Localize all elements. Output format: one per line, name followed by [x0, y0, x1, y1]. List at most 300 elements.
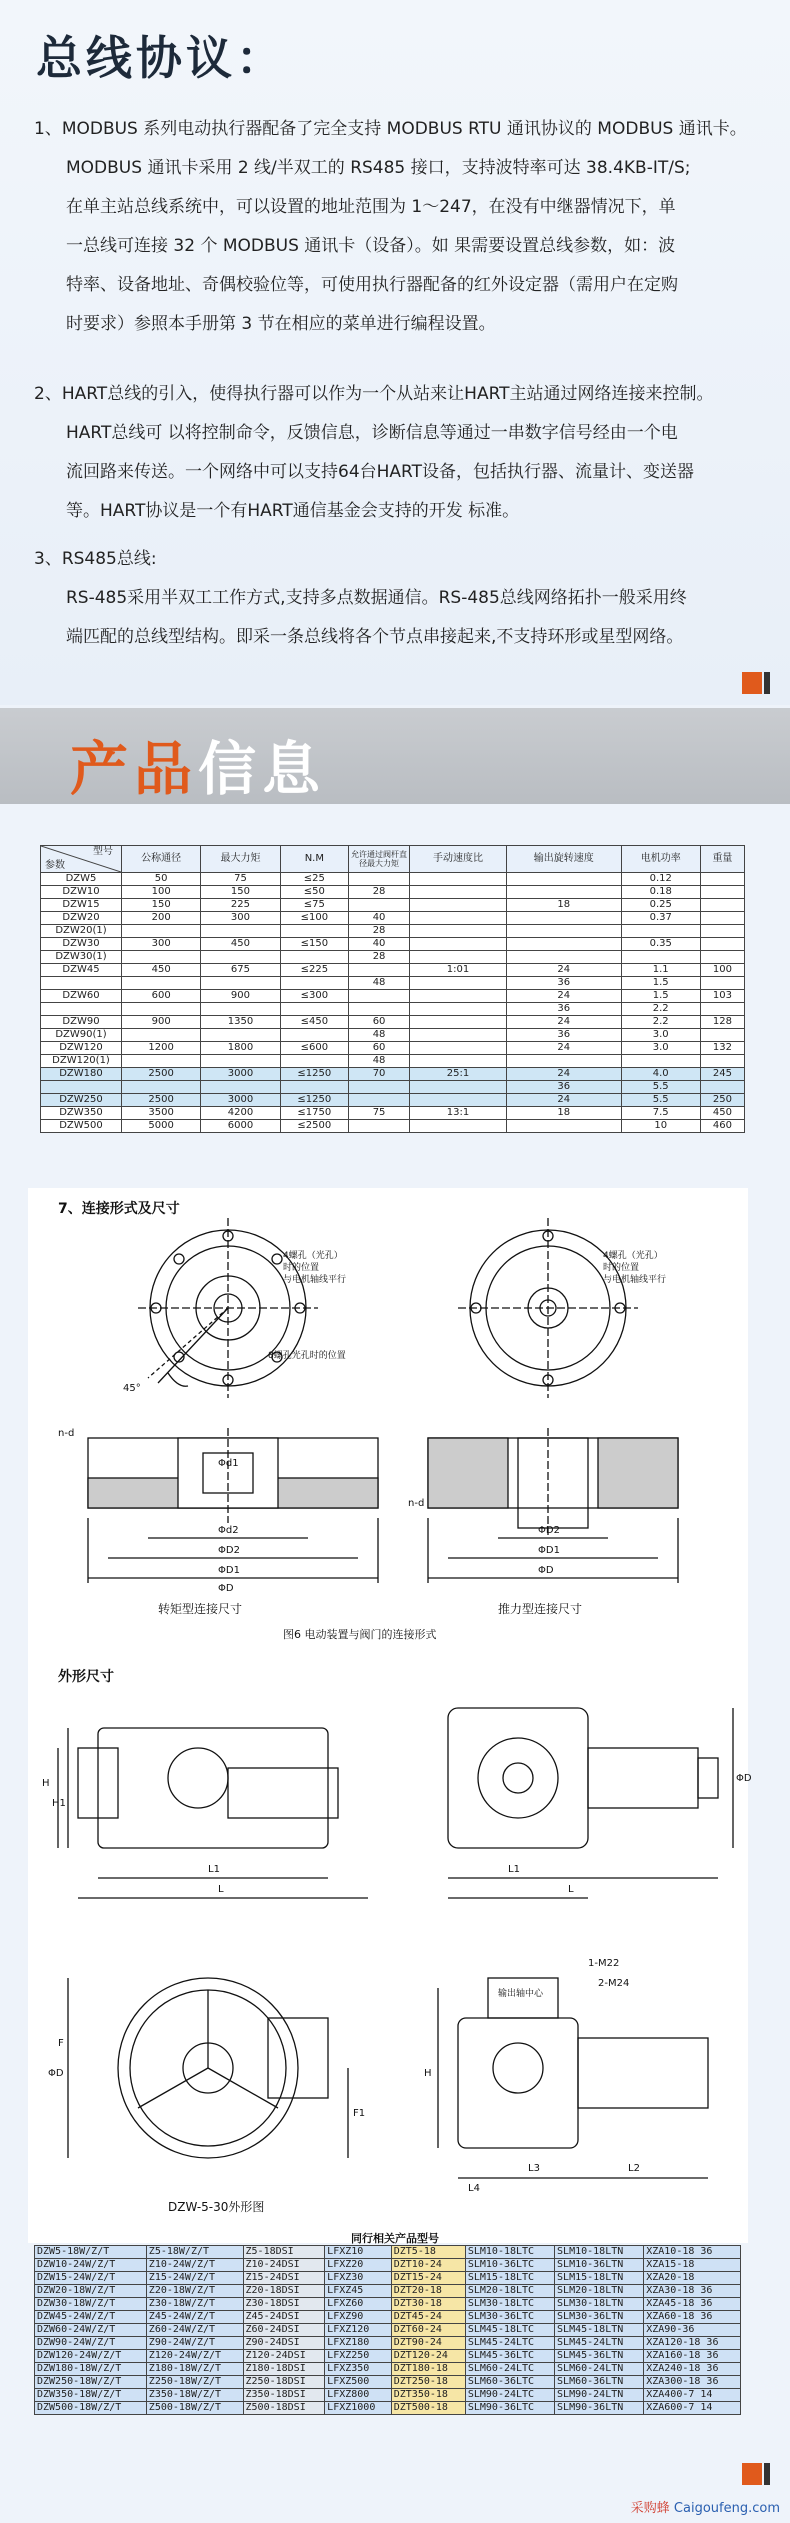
spec-cell: DZW90(1) [41, 1029, 122, 1042]
related-cell: SLM90-24LTC [465, 2389, 554, 2402]
related-cell: LFXZ10 [325, 2246, 392, 2259]
related-cell: Z90-24W/Z/T [146, 2337, 243, 2350]
spec-cell [280, 1055, 348, 1068]
spec-cell: 2500 [122, 1094, 201, 1107]
spec-cell: 2.2 [621, 1016, 700, 1029]
related-cell: SLM20-18LTC [465, 2285, 554, 2298]
spec-cell: 200 [122, 912, 201, 925]
related-cell: DZT350-18 [391, 2389, 465, 2402]
spec-cell: 28 [349, 886, 410, 899]
spec-cell: ≤150 [280, 938, 348, 951]
spec-cell: 245 [700, 1068, 744, 1081]
related-cell: Z60-24DSI [243, 2324, 325, 2337]
related-cell: DZT5-18 [391, 2246, 465, 2259]
outline-title: 外形尺寸 [58, 1669, 114, 1685]
spec-cell [201, 925, 280, 938]
drawing-section-title: 7、连接形式及尺寸 [58, 1201, 180, 1217]
spec-cell: 150 [122, 899, 201, 912]
product-info-banner [0, 708, 790, 804]
spec-cell: 40 [349, 938, 410, 951]
related-cell: DZW180-18W/Z/T [35, 2363, 147, 2376]
spec-cell: ≤2500 [280, 1120, 348, 1133]
spec-cell [122, 1055, 201, 1068]
header-cell: 手动速度比 [410, 846, 507, 873]
spec-cell: 450 [201, 938, 280, 951]
spec-cell: 13:1 [410, 1107, 507, 1120]
related-cell: SLM45-36LTN [555, 2350, 644, 2363]
spec-cell [700, 1081, 744, 1094]
spec-cell: 300 [122, 938, 201, 951]
spec-cell: 450 [700, 1107, 744, 1120]
spec-cell: 18 [507, 1107, 622, 1120]
spec-cell [280, 1003, 348, 1016]
spec-cell: 150 [201, 886, 280, 899]
spec-row [41, 1055, 745, 1068]
spec-row [41, 1003, 745, 1016]
spec-cell: 675 [201, 964, 280, 977]
spec-cell [507, 1055, 622, 1068]
related-cell: LFXZ500 [325, 2376, 392, 2389]
spec-cell [349, 1120, 410, 1133]
related-cell: XZA160-18 36 [644, 2350, 741, 2363]
spec-cell [700, 951, 744, 964]
spec-cell [349, 964, 410, 977]
related-cell: Z15-24DSI [243, 2272, 325, 2285]
related-cell: Z350-18DSI [243, 2389, 325, 2402]
spec-cell [507, 886, 622, 899]
spec-cell [201, 1055, 280, 1068]
related-cell: SLM45-24LTC [465, 2337, 554, 2350]
spec-cell [280, 925, 348, 938]
related-cell: DZT90-24 [391, 2337, 465, 2350]
related-cell: Z60-24W/Z/T [146, 2324, 243, 2337]
spec-cell [410, 951, 507, 964]
spec-cell: 900 [201, 990, 280, 1003]
related-cell: SLM10-36LTC [465, 2259, 554, 2272]
spec-cell [201, 977, 280, 990]
related-cell: DZW15-24W/Z/T [35, 2272, 147, 2285]
drawing-svg [28, 1188, 748, 2243]
related-cell: DZW120-24W/Z/T [35, 2350, 147, 2363]
related-cell: DZT10-24 [391, 2259, 465, 2272]
figure-caption: 图6 电动装置与阀门的连接形式 [283, 1628, 437, 1641]
related-cell: Z15-24W/Z/T [146, 2272, 243, 2285]
spec-cell: DZW60 [41, 990, 122, 1003]
protocol-item-line: HART总线可 以将控制命令，反馈信息，诊断信息等通过一串数字信号经由一个电 [66, 423, 678, 443]
spec-cell [410, 938, 507, 951]
protocol-item-head: 3、RS485总线: [34, 549, 157, 569]
spec-cell: 48 [349, 1055, 410, 1068]
spec-cell: 900 [122, 1016, 201, 1029]
spec-cell [410, 1081, 507, 1094]
spec-cell [280, 977, 348, 990]
spec-cell: 18 [507, 899, 622, 912]
spec-cell [410, 1055, 507, 1068]
spec-cell: DZW250 [41, 1094, 122, 1107]
spec-cell: 1.5 [621, 990, 700, 1003]
spec-row [41, 912, 745, 925]
protocol-item-line: 时要求）参照本手册第 3 节在相应的菜单进行编程设置。 [66, 314, 496, 334]
related-cell: SLM60-36LTC [465, 2376, 554, 2389]
spec-row [41, 873, 745, 886]
banner-title-part1: 产品 [70, 735, 199, 803]
related-row [35, 2402, 741, 2415]
spec-cell [122, 925, 201, 938]
spec-cell: 600 [122, 990, 201, 1003]
spec-cell: DZW45 [41, 964, 122, 977]
related-cell: LFXZ30 [325, 2272, 392, 2285]
spec-cell [507, 951, 622, 964]
spec-cell [41, 977, 122, 990]
spec-cell: 24 [507, 964, 622, 977]
spec-row [41, 1081, 745, 1094]
spec-cell: ≤1250 [280, 1068, 348, 1081]
spec-row [41, 925, 745, 938]
related-row [35, 2259, 741, 2272]
spec-cell: 1350 [201, 1016, 280, 1029]
related-row [35, 2324, 741, 2337]
related-cell: XZA60-18 36 [644, 2311, 741, 2324]
spec-cell: 6000 [201, 1120, 280, 1133]
corner-mark-icon [742, 2463, 762, 2485]
related-row [35, 2285, 741, 2298]
related-cell: Z30-18DSI [243, 2298, 325, 2311]
spec-cell [700, 938, 744, 951]
spec-cell: 0.18 [621, 886, 700, 899]
related-cell: LFXZ120 [325, 2324, 392, 2337]
spec-cell [122, 977, 201, 990]
related-cell: Z10-24W/Z/T [146, 2259, 243, 2272]
spec-row [41, 886, 745, 899]
spec-cell: 128 [700, 1016, 744, 1029]
related-cell: SLM45-18LTC [465, 2324, 554, 2337]
spec-cell: 1.1 [621, 964, 700, 977]
spec-cell: 40 [349, 912, 410, 925]
spec-cell: 75 [349, 1107, 410, 1120]
spec-cell [507, 925, 622, 938]
spec-cell: ≤50 [280, 886, 348, 899]
related-cell: LFXZ350 [325, 2363, 392, 2376]
spec-cell: ≤225 [280, 964, 348, 977]
spec-cell [41, 1003, 122, 1016]
related-cell: Z5-18DSI [243, 2246, 325, 2259]
spec-cell: 3000 [201, 1094, 280, 1107]
spec-cell [410, 912, 507, 925]
spec-cell: 36 [507, 1081, 622, 1094]
spec-cell: 5.5 [621, 1081, 700, 1094]
related-cell: Z45-24DSI [243, 2311, 325, 2324]
related-cell: DZW5-18W/Z/T [35, 2246, 147, 2259]
spec-cell: 48 [349, 1029, 410, 1042]
spec-cell: DZW120 [41, 1042, 122, 1055]
related-cell: Z350-18W/Z/T [146, 2389, 243, 2402]
related-cell: SLM45-18LTN [555, 2324, 644, 2337]
spec-cell: 0.37 [621, 912, 700, 925]
spec-cell: 132 [700, 1042, 744, 1055]
related-cell: XZA30-18 36 [644, 2285, 741, 2298]
spec-cell [507, 1120, 622, 1133]
related-cell: SLM30-18LTC [465, 2298, 554, 2311]
spec-cell: DZW30(1) [41, 951, 122, 964]
protocol-item-head: 1、MODBUS 系列电动执行器配备了完全支持 MODBUS RTU 通讯协议的 MODBUS 通讯卡。 [34, 119, 747, 139]
protocol-item-line: 端匹配的总线型结构。即采一条总线将各个节点串接起来,不支持环形或星型网络。 [66, 627, 684, 647]
model-caption: DZW-5-30外形图 [168, 2200, 265, 2214]
related-cell: Z500-18DSI [243, 2402, 325, 2415]
related-cell: SLM10-18LTN [555, 2246, 644, 2259]
spec-row [41, 951, 745, 964]
related-cell: Z180-18W/Z/T [146, 2363, 243, 2376]
spec-row [41, 1094, 745, 1107]
spec-cell [700, 873, 744, 886]
spec-cell [349, 1094, 410, 1107]
spec-cell [410, 899, 507, 912]
spec-cell [349, 873, 410, 886]
spec-cell [349, 899, 410, 912]
spec-cell [349, 1003, 410, 1016]
related-cell: Z20-18W/Z/T [146, 2285, 243, 2298]
corner-mark-icon [742, 672, 762, 694]
spec-cell: DZW20 [41, 912, 122, 925]
spec-cell [280, 1081, 348, 1094]
related-cell: XZA10-18 36 [644, 2246, 741, 2259]
header-cell: N.M [280, 846, 348, 873]
spec-cell: DZW5 [41, 873, 122, 886]
spec-cell: DZW500 [41, 1120, 122, 1133]
spec-cell: 0.12 [621, 873, 700, 886]
spec-cell [349, 1081, 410, 1094]
spec-cell: 1:01 [410, 964, 507, 977]
spec-cell: 4.0 [621, 1068, 700, 1081]
protocol-item-line: 一总线可连接 32 个 MODBUS 通讯卡（设备）。如 果需要设置总线参数，如：波 [66, 236, 676, 256]
spec-cell: 225 [201, 899, 280, 912]
spec-cell: 5000 [122, 1120, 201, 1133]
spec-row [41, 990, 745, 1003]
related-cell: LFXZ800 [325, 2389, 392, 2402]
spec-cell [410, 1003, 507, 1016]
spec-cell: DZW180 [41, 1068, 122, 1081]
related-cell: DZT45-24 [391, 2311, 465, 2324]
spec-cell [700, 925, 744, 938]
related-cell: SLM90-36LTN [555, 2402, 644, 2415]
related-cell: DZW20-18W/Z/T [35, 2285, 147, 2298]
related-cell: Z90-24DSI [243, 2337, 325, 2350]
related-cell: XZA240-18 36 [644, 2363, 741, 2376]
spec-cell [410, 1094, 507, 1107]
related-cell: LFXZ90 [325, 2311, 392, 2324]
bus-protocol-section [0, 0, 790, 705]
spec-cell: 70 [349, 1068, 410, 1081]
spec-cell: 2500 [122, 1068, 201, 1081]
related-cell: XZA15-18 [644, 2259, 741, 2272]
spec-cell: 25:1 [410, 1068, 507, 1081]
spec-cell [410, 1029, 507, 1042]
spec-row [41, 1068, 745, 1081]
spec-cell [280, 1029, 348, 1042]
related-cell: SLM90-36LTC [465, 2402, 554, 2415]
spec-cell: 0.25 [621, 899, 700, 912]
spec-cell [700, 977, 744, 990]
related-title: 同行相关产品型号 [351, 2232, 439, 2245]
spec-row [41, 1029, 745, 1042]
related-cell: SLM90-24LTN [555, 2389, 644, 2402]
related-cell: DZT250-18 [391, 2376, 465, 2389]
related-cell: DZT15-24 [391, 2272, 465, 2285]
spec-cell: 7.5 [621, 1107, 700, 1120]
spec-row [41, 1042, 745, 1055]
related-cell: XZA400-7 14 [644, 2389, 741, 2402]
protocol-item-line: MODBUS 通讯卡采用 2 线/半双工的 RS485 接口，支持波特率可达 38.4KB-IT/S; [66, 158, 691, 178]
related-cell: XZA120-18 36 [644, 2337, 741, 2350]
corner-header: 型号 参数 [41, 846, 122, 873]
spec-cell: DZW350 [41, 1107, 122, 1120]
related-cell: Z250-18DSI [243, 2376, 325, 2389]
spec-cell: 28 [349, 951, 410, 964]
related-cell: SLM30-36LTN [555, 2311, 644, 2324]
spec-cell: 10 [621, 1120, 700, 1133]
spec-cell: 60 [349, 1042, 410, 1055]
related-cell: XZA20-18 [644, 2272, 741, 2285]
related-cell: DZW30-18W/Z/T [35, 2298, 147, 2311]
spec-cell [201, 1029, 280, 1042]
spec-cell: 3.0 [621, 1042, 700, 1055]
related-cell: Z20-18DSI [243, 2285, 325, 2298]
spec-cell: 460 [700, 1120, 744, 1133]
related-cell: DZW90-24W/Z/T [35, 2337, 147, 2350]
spec-cell [410, 1042, 507, 1055]
related-cell: LFXZ60 [325, 2298, 392, 2311]
spec-cell [507, 873, 622, 886]
related-cell: SLM60-24LTC [465, 2363, 554, 2376]
spec-row [41, 1107, 745, 1120]
spec-cell: ≤100 [280, 912, 348, 925]
spec-row [41, 899, 745, 912]
spec-cell: 3000 [201, 1068, 280, 1081]
related-cell: XZA300-18 36 [644, 2376, 741, 2389]
protocol-item-line: 等。HART协议是一个有HART通信基金会支持的开发 标准。 [66, 501, 520, 521]
related-row [35, 2311, 741, 2324]
related-cell: Z250-18W/Z/T [146, 2376, 243, 2389]
spec-cell: ≤1750 [280, 1107, 348, 1120]
spec-cell [41, 1081, 122, 1094]
section-title: 总线协议： [36, 31, 286, 85]
protocol-item-line: 在单主站总线系统中，可以设置的地址范围为 1～247，在没有中继器情况下，单 [66, 197, 676, 217]
related-cell: SLM20-18LTN [555, 2285, 644, 2298]
caption-thrust: 推力型连接尺寸 [498, 1602, 583, 1616]
spec-cell [621, 925, 700, 938]
spec-cell: ≤450 [280, 1016, 348, 1029]
related-cell: SLM10-36LTN [555, 2259, 644, 2272]
spec-cell [410, 990, 507, 1003]
header-cell: 电机功率 [621, 846, 700, 873]
related-cell: Z45-24W/Z/T [146, 2311, 243, 2324]
spec-cell: 3.0 [621, 1029, 700, 1042]
header-cell: 允许通过阀杆直径最大力矩 [349, 846, 410, 873]
related-cell: DZW60-24W/Z/T [35, 2324, 147, 2337]
related-cell: XZA90-36 [644, 2324, 741, 2337]
header-cell: 重量 [700, 846, 744, 873]
spec-cell: 250 [700, 1094, 744, 1107]
spec-cell: 100 [700, 964, 744, 977]
related-cell: LFXZ180 [325, 2337, 392, 2350]
related-cell: XZA600-7 14 [644, 2402, 741, 2415]
related-cell: DZW10-24W/Z/T [35, 2259, 147, 2272]
spec-cell [507, 912, 622, 925]
spec-row [41, 938, 745, 951]
spec-cell: 28 [349, 925, 410, 938]
spec-cell: 2.2 [621, 1003, 700, 1016]
spec-cell [700, 886, 744, 899]
spec-cell: 36 [507, 1029, 622, 1042]
related-cell: Z10-24DSI [243, 2259, 325, 2272]
spec-cell [201, 1081, 280, 1094]
protocol-item-line: RS-485采用半双工工作方式,支持多点数据通信。RS-485总线网络拓扑一般采用终 [66, 588, 687, 608]
spec-cell: 75 [201, 873, 280, 886]
spec-table [40, 845, 745, 1133]
spec-cell: 450 [122, 964, 201, 977]
spec-cell [621, 1055, 700, 1068]
related-cell: XZA45-18 36 [644, 2298, 741, 2311]
related-cell: Z30-18W/Z/T [146, 2298, 243, 2311]
protocol-item [34, 375, 769, 531]
spec-cell: 24 [507, 1042, 622, 1055]
spec-cell: DZW30 [41, 938, 122, 951]
related-cell: DZT60-24 [391, 2324, 465, 2337]
related-row [35, 2363, 741, 2376]
related-row [35, 2246, 741, 2259]
related-cell: SLM60-36LTN [555, 2376, 644, 2389]
spec-cell: ≤25 [280, 873, 348, 886]
spec-cell: 24 [507, 990, 622, 1003]
spec-cell: DZW15 [41, 899, 122, 912]
spec-cell [700, 899, 744, 912]
spec-cell [122, 1029, 201, 1042]
spec-cell: ≤300 [280, 990, 348, 1003]
related-cell: DZT120-24 [391, 2350, 465, 2363]
related-cell: Z180-18DSI [243, 2363, 325, 2376]
spec-cell [122, 951, 201, 964]
protocol-item [34, 540, 769, 657]
related-cell: LFXZ250 [325, 2350, 392, 2363]
footer-brand: 采购蜂 Caigoufeng.com [630, 2501, 780, 2516]
related-cell: DZT20-18 [391, 2285, 465, 2298]
spec-cell [700, 912, 744, 925]
spec-cell: 300 [201, 912, 280, 925]
related-cell: LFXZ45 [325, 2285, 392, 2298]
spec-cell [280, 951, 348, 964]
spec-cell: 5.5 [621, 1094, 700, 1107]
protocol-item-line: 特率、设备地址、奇偶校验位等，可使用执行器配备的红外设定器（需用户在定购 [66, 275, 678, 295]
spec-cell: 36 [507, 1003, 622, 1016]
spec-cell: 1.5 [621, 977, 700, 990]
spec-cell [700, 1003, 744, 1016]
spec-cell [410, 925, 507, 938]
spec-cell: 1800 [201, 1042, 280, 1055]
related-cell: Z500-18W/Z/T [146, 2402, 243, 2415]
related-row [35, 2337, 741, 2350]
related-cell: DZW500-18W/Z/T [35, 2402, 147, 2415]
related-cell: SLM30-36LTC [465, 2311, 554, 2324]
spec-cell [201, 951, 280, 964]
protocol-item-line: 流回路来传送。一个网络中可以支持64台HART设备，包括执行器、流量计、变送器 [66, 462, 695, 482]
spec-cell: 60 [349, 1016, 410, 1029]
spec-cell [621, 951, 700, 964]
spec-cell [349, 990, 410, 1003]
related-row [35, 2350, 741, 2363]
related-row [35, 2389, 741, 2402]
spec-row [41, 1120, 745, 1133]
related-cell: DZT180-18 [391, 2363, 465, 2376]
spec-row [41, 977, 745, 990]
